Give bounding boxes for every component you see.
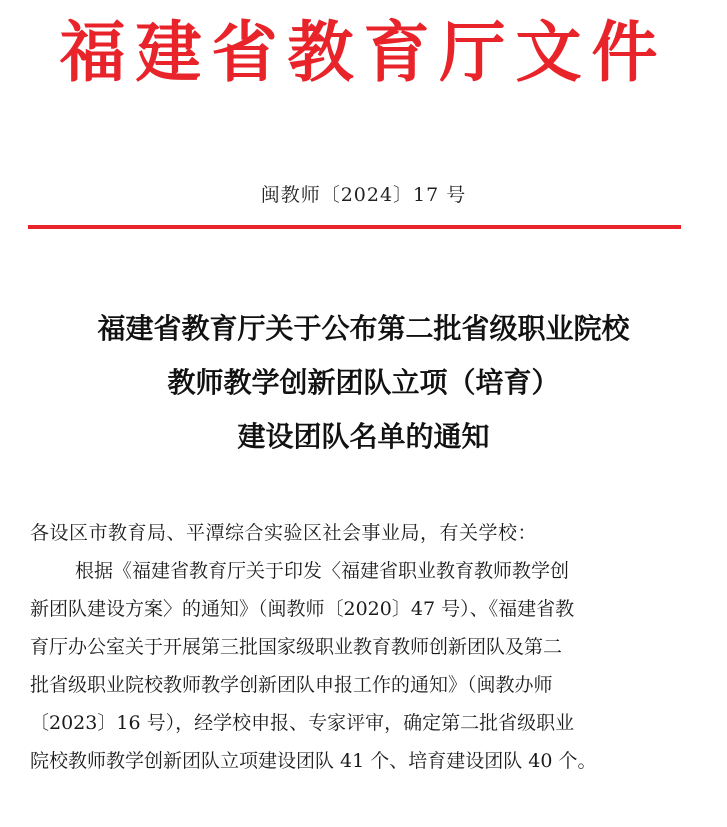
- body-paragraph-line: 根据《福建省教育厅关于印发〈福建省职业教育教师教学创: [75, 560, 570, 582]
- document-number: 闽教师〔2024〕17 号: [260, 184, 467, 206]
- body-paragraph-line: 批省级职业院校教师教学创新团队申报工作的通知》（闽教办师: [30, 674, 553, 696]
- notice-body: [30, 514, 690, 780]
- notice-title-line: 福建省教育厅关于公布第二批省级职业院校: [97, 312, 630, 345]
- red-separator-line: [28, 225, 681, 229]
- body-paragraph-line: 新团队建设方案〉的通知》（闽教师〔2020〕47 号）、《福建省教: [30, 598, 575, 620]
- body-paragraph-line: 院校教师教学创新团队立项建设团队 41 个、培育建设团队 40 个。: [30, 750, 597, 772]
- body-paragraph-line: 〔2023〕16 号），经学校申报、专家评审，确定第二批省级职业: [30, 712, 575, 734]
- notice-title-line: 建设团队名单的通知: [237, 420, 490, 453]
- body-paragraph-line: 育厅办公室关于开展第三批国家级职业教育教师创新团队及第二: [30, 636, 563, 658]
- salutation-line: 各设区市教育局、平潭综合实验区社会事业局，有关学校：: [30, 522, 538, 544]
- notice-title: [0, 302, 727, 464]
- issuing-authority-heading: 福建省教育厅文件: [59, 13, 668, 91]
- notice-title-line: 教师教学创新团队立项（培育）: [167, 366, 560, 399]
